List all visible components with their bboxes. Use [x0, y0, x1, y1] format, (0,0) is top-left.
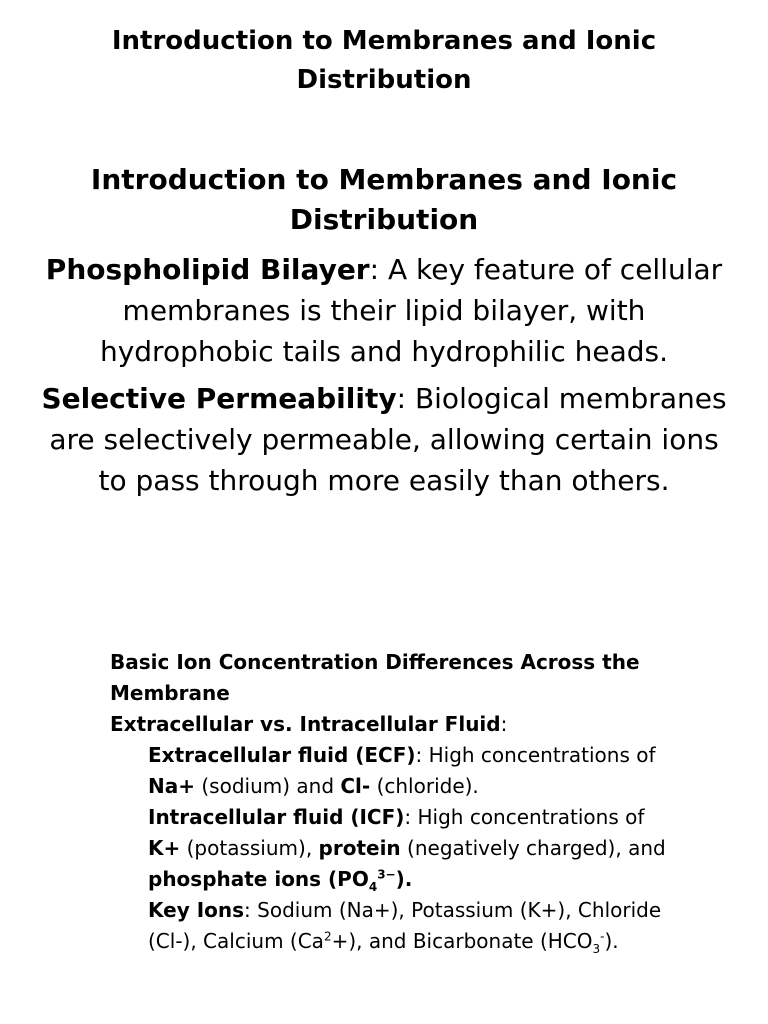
- slide-title: Introduction to Membranes and Ionic Distribution: [90, 163, 678, 236]
- icf-phosphate-end: ).: [395, 867, 413, 891]
- key-ions-item: [110, 895, 670, 957]
- icf-term: Intracellular fluid (ICF): [148, 805, 405, 829]
- ecf-text-1: : High concentrations of: [415, 743, 656, 767]
- ecf-cl: Cl-: [340, 774, 371, 798]
- notes-heading: [110, 647, 670, 709]
- icf-k: K+: [148, 836, 181, 860]
- notes-subheading: [110, 709, 670, 740]
- subheading-term: Extracellular vs. Intracellular Fluid: [110, 712, 501, 736]
- term-selective-permeability: Selective Permeability: [41, 382, 397, 415]
- desc-phospholipid-bilayer: : A key feature of cellular membranes is their lipid bilayer, with hydrophobic tails and hydrophilic heads.: [99, 253, 723, 368]
- key-ions-text-3: ).: [604, 929, 619, 953]
- notes-heading-text: Basic Ion Concentration Differences Across the Membrane: [110, 650, 640, 705]
- desc-selective-permeability: : Biological membranes are selectively permeable, allowing certain ions to pass through more easily than others.: [49, 382, 727, 497]
- key-ions-term: Key Ions: [148, 898, 245, 922]
- term-phospholipid-bilayer: Phospholipid Bilayer: [45, 253, 370, 286]
- icf-protein: protein: [318, 836, 401, 860]
- key-ions-hco-sup: -: [600, 929, 605, 944]
- ecf-na: Na+: [148, 774, 195, 798]
- notes-section: [110, 647, 670, 957]
- icf-phosphate-sub: 4: [368, 880, 378, 894]
- icf-item: [110, 802, 670, 895]
- icf-text-1: : High concentrations of: [404, 805, 645, 829]
- slide-body: [40, 249, 728, 507]
- icf-text-2: (potassium),: [180, 836, 319, 860]
- ecf-item: [110, 740, 670, 802]
- key-ions-ca-sup: 2: [323, 929, 332, 944]
- icf-phosphate-sup: 3−: [377, 867, 396, 882]
- bullet-phospholipid-bilayer: [40, 249, 728, 372]
- key-ions-hco-sub: 3: [592, 942, 601, 956]
- icf-text-3: (negatively charged), and: [400, 836, 666, 860]
- bullet-selective-permeability: [40, 378, 728, 501]
- key-ions-text-1: : Sodium (Na+), Potassium (K+), Chloride (Cl-), Calcium (Ca: [148, 898, 662, 953]
- subheading-colon: :: [500, 712, 508, 736]
- icf-phosphate: [148, 867, 413, 894]
- ecf-text-3: (chloride).: [370, 774, 479, 798]
- ecf-term: Extracellular fluid (ECF): [148, 743, 416, 767]
- ecf-text-2: (sodium) and: [195, 774, 341, 798]
- icf-phosphate-text: phosphate ions (PO: [148, 867, 369, 891]
- key-ions-text-2: +), and Bicarbonate (HCO: [331, 929, 593, 953]
- page-title: Introduction to Membranes and Ionic Distribution: [111, 26, 657, 95]
